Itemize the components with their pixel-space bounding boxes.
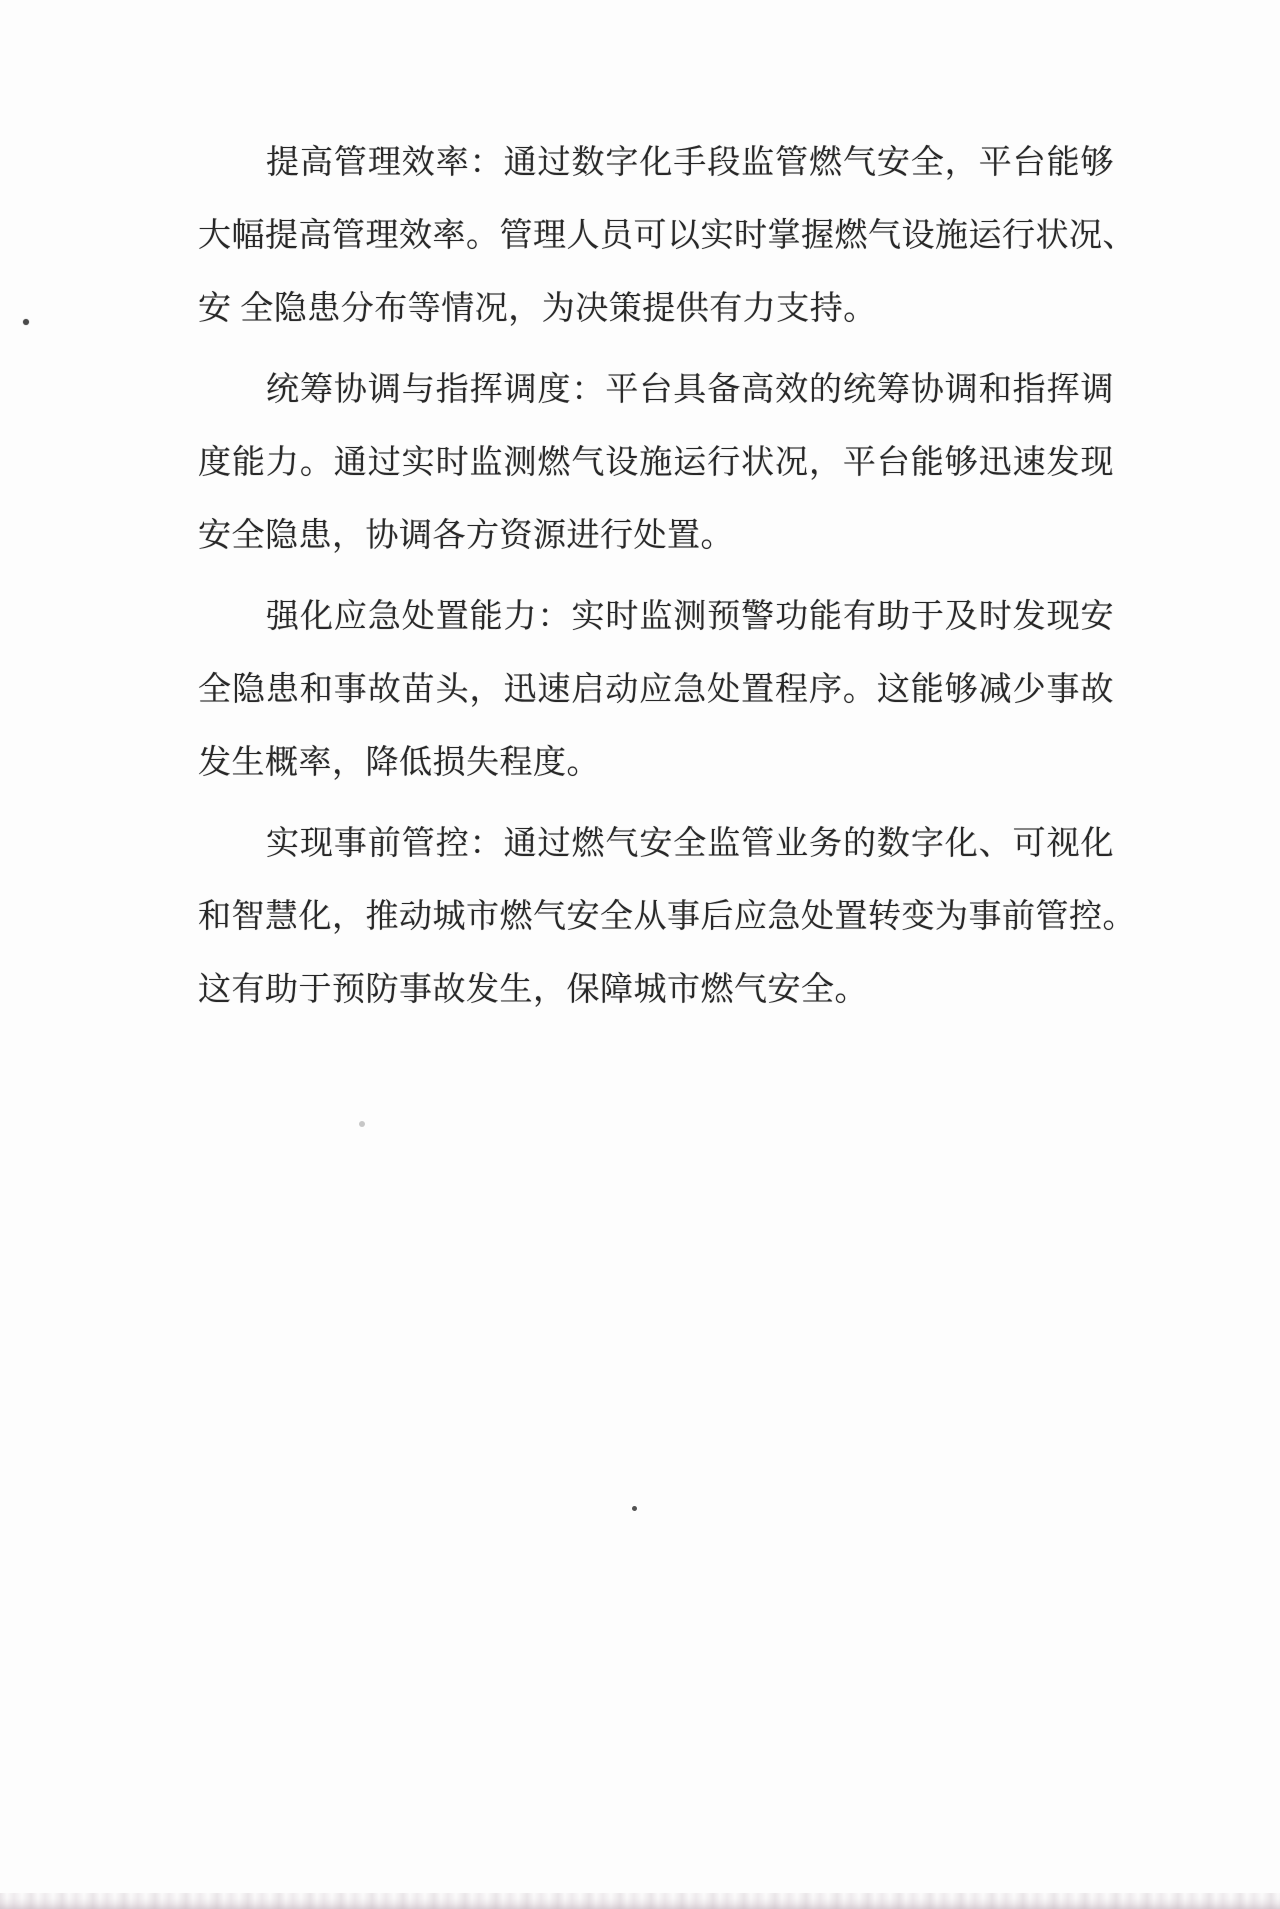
paragraph (198, 581, 1114, 800)
text-line: 度能力。通过实时监测燃气设施运行状况，平台能够迅速发现 (198, 445, 1114, 481)
text-line: 强化应急处置能力：实时监测预警功能有助于及时发现安 (266, 599, 1114, 635)
text-line: 全隐患和事故苗头，迅速启动应急处置程序。这能够减少事故 (198, 672, 1114, 708)
text-line: 安 全隐患分布等情况，为决策提供有力支持。 (198, 291, 877, 327)
scan-speck (23, 319, 29, 325)
text-line: 安全隐患，协调各方资源进行处置。 (198, 518, 734, 554)
text-line: 和智慧化，推动城市燃气安全从事后应急处置转变为事前管控。 (198, 899, 1136, 935)
scan-speck (632, 1506, 637, 1511)
text-line: 大幅提高管理效率。管理人员可以实时掌握燃气设施运行状况、 (198, 218, 1136, 254)
text-line: 提高管理效率：通过数字化手段监管燃气安全，平台能够 (266, 145, 1114, 181)
paragraph (198, 354, 1114, 573)
text-line: 这有助于预防事故发生，保障城市燃气安全。 (198, 972, 868, 1008)
document-text (198, 127, 1136, 1027)
scan-edge-artifact (0, 1893, 1280, 1909)
text-line: 统筹协调与指挥调度：平台具备高效的统筹协调和指挥调 (266, 372, 1114, 408)
text-line: 实现事前管控：通过燃气安全监管业务的数字化、可视化 (266, 826, 1114, 862)
paragraph (198, 808, 1136, 1027)
paragraph (198, 127, 1136, 346)
text-line: 发生概率，降低损失程度。 (198, 745, 600, 781)
scan-speck (359, 1121, 365, 1127)
